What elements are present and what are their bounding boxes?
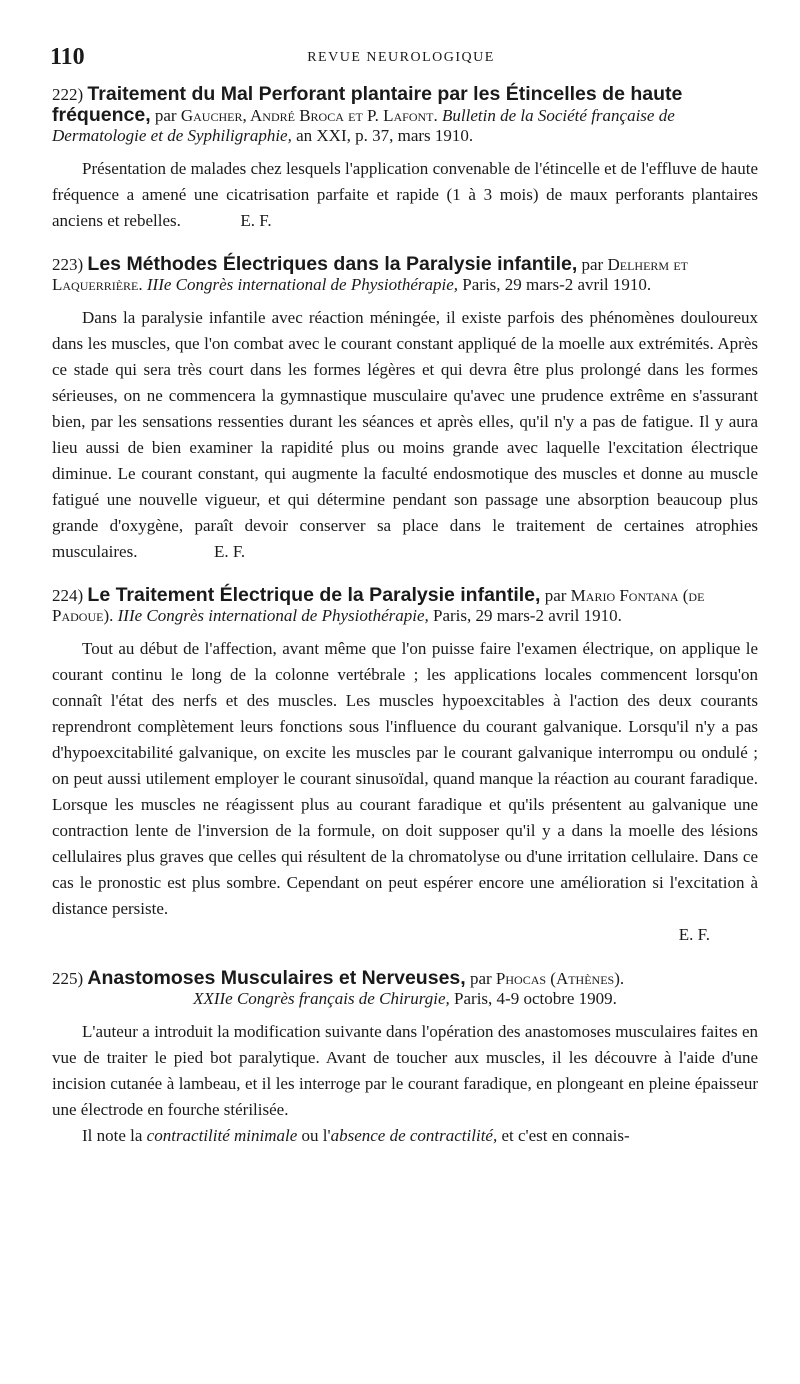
entry-224 (52, 585, 758, 948)
entry-authors: Phocas (Athènes). (495, 969, 625, 988)
authors-prefix: par (469, 969, 492, 988)
entry-source: IIIe Congrès international de Physiothérapie, (146, 275, 459, 294)
entry-paragraph (52, 156, 758, 234)
entry-source-details: Paris, 29 mars-2 avril 1910. (462, 275, 652, 294)
entry-title: Le Traitement Électrique de la Paralysie infantile, (87, 584, 541, 606)
entry-source-line (52, 989, 758, 1009)
entry-authors: Delherm et Laquerrière. (52, 255, 689, 294)
entry-title: Traitement du Mal Perforant plantaire par les Étincelles de haute fréquence, (52, 83, 683, 126)
entry-source: Bulletin de la Société française de Dermatologie et de Syphiligraphie, (52, 106, 675, 145)
entry-paragraph: Tout au début de l'affection, avant même que l'on puisse faire l'examen électrique, on applique le courant continu le long de la colonne vertébrale ; les applications locales commencent lorsqu'on connaît l'état des nerfs et des muscles. Les muscles hypoexcitables à l'action des deux courants reprendront complètement leurs fonctions sous l'influence du courant galvanique. Lorsqu'il n'y a pas d'hypoexcitabilité galvanique, on excite les muscles par le courant galvanique interrompu ou ondulé ; on peut aussi utilement employer le courant sinusoïdal, quand manque la réaction au courant faradique. Lorsque les muscles ne réagissent plus au courant faradique et qu'ils présentent au galvanique une contraction lente de l'inversion de la formule, on doit supposer qu'il y a dans la moelle des lésions cellulaires plus graves que celles qui résultent de la chromatolyse ou d'une irritation cellulaire. Dans ce cas le pronostic est plus sombre. Cependant on peut espérer encore une amélioration si l'excitation à distance persiste. (52, 639, 758, 918)
page-number: 110 (50, 44, 85, 70)
authors-prefix: par (544, 586, 567, 605)
entry-heading (52, 585, 758, 626)
running-title: REVUE NEUROLOGIQUE (307, 50, 495, 65)
entry-222 (52, 84, 758, 234)
last-line-prefix: Il note la (82, 1126, 143, 1145)
entry-number: 225) (52, 969, 84, 988)
entry-paragraph: L'auteur a introduit la modification suivante dans l'opération des anastomoses musculaires faites en vue de traiter le pied bot paralytique. Avant de toucher aux muscles, il les découvre à l'aide d'une incision cutanée à lambeau, et il les interroge par le courant faradique, en plongeant en pleine épaisseur une électrode en fourche stérilisée. (52, 1022, 758, 1119)
entry-authors: Gaucher, André Broca et P. Lafont. (180, 106, 438, 125)
entry-number: 223) (52, 255, 84, 274)
paragraph-text: Dans la paralysie infantile avec réaction méningée, il existe parfois des phénomènes douloureux dans les muscles, que l'on combat avec le courant constant appliqué de la moelle aux extrémités. Après ce stade qui sera très court dans les formes légères et qui devra être plus prolongé dans les formes sérieuses, on ne commencera la gymnastique musculaire qu'avec une prudence extrême en s'assurant bien, par les sensations ressenties durant les séances et après elles, qu'il n'y a pas de fatigue. Il y aura lieu aussi de bien examiner la rapidité plus ou moins grande avec laquelle l'excitation électrique diminue. Le courant constant, qui augmente la faculté endosmotique des muscles et donne au muscle fatigué une nouvelle vigueur, et qui détermine pendant son passage une absorption beaucoup plus grande d'oxygène, paraît devoir conserver sa place dans le traitement de certaines atrophies musculaires. (52, 308, 758, 561)
page-header (50, 44, 752, 70)
entry-authors: Mario Fontana (de Padoue). (52, 586, 705, 625)
entry-paragraph-continued (52, 1123, 758, 1149)
entry-source: IIIe Congrès international de Physiothérapie, (117, 606, 429, 625)
entry-source-details: an XXI, p. 37, mars 1910. (296, 126, 474, 145)
entry-heading (52, 254, 758, 295)
entry-paragraph (52, 305, 758, 565)
entry-title: Anastomoses Musculaires et Nerveuses, (87, 967, 466, 989)
entry-source-details: Paris, 29 mars-2 avril 1910. (433, 606, 622, 625)
entry-225 (52, 968, 758, 1149)
emphasis-absence: absence de contractilité, (330, 1126, 498, 1145)
authors-prefix: par (581, 255, 604, 274)
paragraph-text: Présentation de malades chez lesquels l'application convenable de l'étincelle et de l'effluve de haute fréquence a amené une cicatrisation parfaite et rapide (1 à 3 mois) de maux perforants plantaires anciens et rebelles. (52, 159, 758, 230)
emphasis-minimal: contractilité minimale (146, 1126, 298, 1145)
entry-title: Les Méthodes Électriques dans la Paralysie infantile, (87, 253, 578, 275)
authors-prefix: par (154, 106, 177, 125)
entry-source-details: Paris, 4-9 octobre 1909. (454, 989, 617, 1008)
entry-heading (52, 968, 758, 1009)
last-line-mid: ou l' (301, 1126, 331, 1145)
entry-223 (52, 254, 758, 565)
entry-signature: E. F. (678, 925, 710, 944)
entry-signature: E. F. (240, 211, 272, 230)
entry-source: XXIIe Congrès français de Chirurgie, (193, 989, 450, 1008)
entry-number: 222) (52, 85, 84, 104)
entry-signature: E. F. (213, 542, 246, 561)
last-line-rest: et c'est en connais- (501, 1126, 630, 1145)
entry-heading (52, 84, 758, 146)
entry-number: 224) (52, 586, 84, 605)
article-body (52, 84, 758, 1169)
